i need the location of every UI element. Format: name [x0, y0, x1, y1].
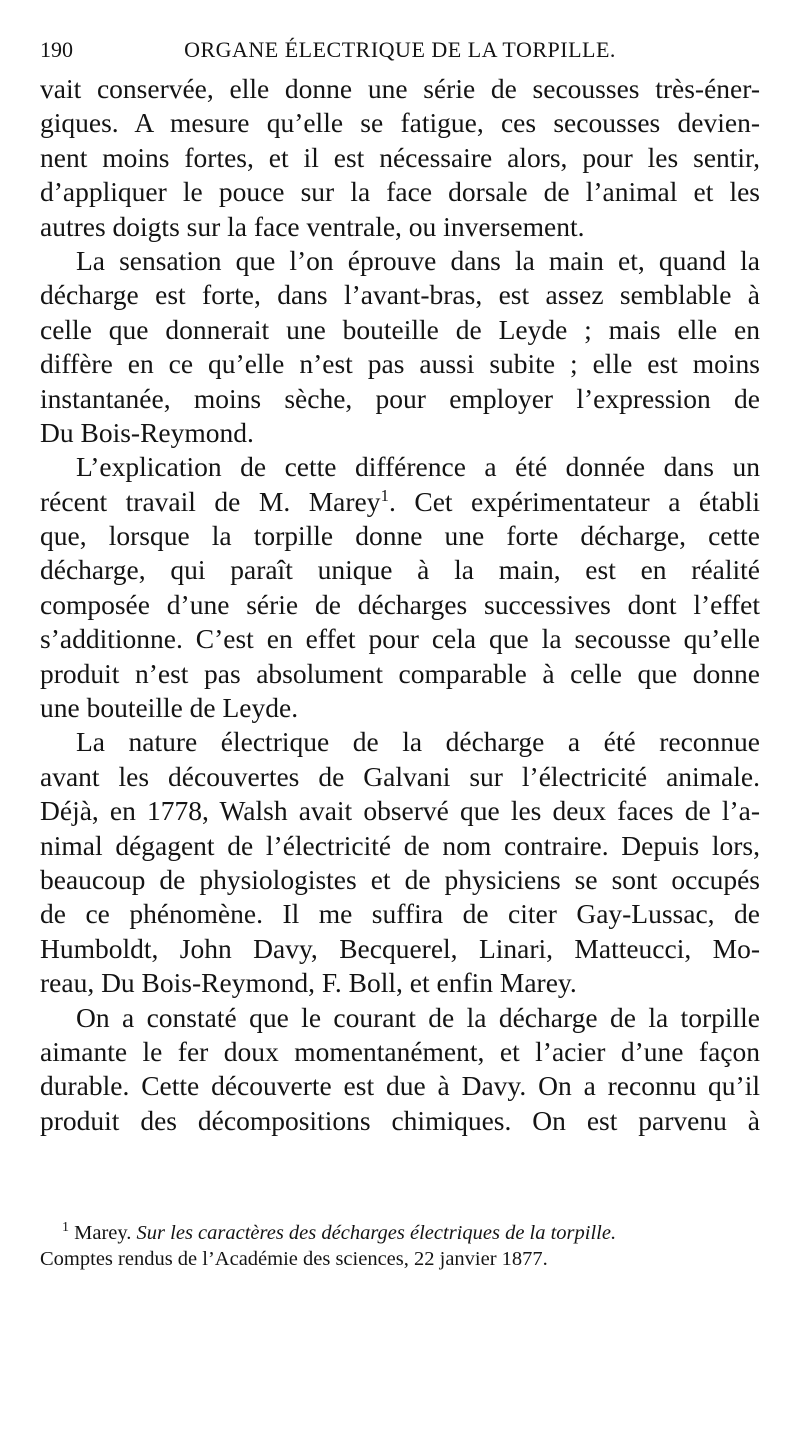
footnote — [40, 1220, 760, 1272]
text-line: Déjà, en 1778, Walsh avait observé que les deux faces de l’a- — [40, 795, 760, 827]
text-line: instantanée, moins sèche, pour employer l’expression de — [40, 382, 760, 414]
text-line: Humboldt, John Davy, Becquerel, Linari, Matteucci, Mo- — [40, 932, 760, 964]
text-line: composée d’une série de décharges successives dont l’effet — [40, 588, 760, 620]
text-line: On a constaté que le courant de la décharge de la torpille — [76, 1001, 760, 1033]
text-line: de ce phénomène. Il me suffira de citer Gay-Lussac, de — [40, 898, 760, 930]
footnote-reference: 1 — [380, 485, 389, 505]
footnote-title: Sur les caractères des décharges électriques de la torpille. — [136, 1222, 617, 1244]
text-line: aimante le fer doux momentanément, et l’acier d’une façon — [40, 1035, 760, 1067]
text-line: Du Bois-Reymond. — [40, 416, 254, 448]
text-line: décharge, qui paraît unique à la main, est en réalité — [40, 554, 760, 586]
text-line: celle que donnerait une bouteille de Leyde ; mais elle en — [40, 313, 760, 345]
text-line: produit n’est pas absolument comparable à celle que donne — [40, 657, 760, 689]
running-title: ORGANE ÉLECTRIQUE DE LA TORPILLE. — [184, 37, 616, 62]
text-segment: . Cet expérimentateur a établi — [388, 485, 760, 517]
footnote-author: Marey. — [74, 1222, 132, 1244]
text-line: vait conservée, elle donne une série de secousses très-éner- — [40, 73, 760, 104]
text-line: L’explication de cette différence a été donnée dans un — [76, 451, 760, 483]
text-line: que, lorsque la torpille donne une forte décharge, cette — [40, 520, 760, 552]
text-line: nimal dégagent de l’électricité de nom contraire. Depuis lors, — [40, 829, 760, 861]
text-line: une bouteille de Leyde. — [40, 692, 299, 724]
footnote-line — [40, 1220, 760, 1246]
text-line: avant les découvertes de Galvani sur l’électricité animale. — [40, 760, 760, 792]
text-line: d’appliquer le pouce sur la face dorsale de l’animal et les — [40, 176, 760, 208]
page-number: 190 — [40, 37, 73, 62]
text-line: reau, Du Bois-Reymond, F. Boll, et enfin Marey. — [40, 967, 577, 999]
text-line: La sensation que l’on éprouve dans la main et, quand la — [76, 244, 760, 276]
text-line: produit des décompositions chimiques. On est parvenu à — [40, 1104, 760, 1136]
text-line: beaucoup de physiologistes et de physiciens se sont occupés — [40, 863, 760, 895]
text-line: décharge est forte, dans l’avant-bras, est assez semblable à — [40, 279, 760, 311]
text-line: autres doigts sur la face ventrale, ou inversement. — [40, 210, 585, 242]
text-line: La nature électrique de la décharge a été reconnue — [76, 726, 760, 758]
text-line: s’additionne. C’est en effet pour cela que la secousse qu’elle — [40, 623, 760, 655]
page-header — [40, 35, 760, 65]
text-line: giques. A mesure qu’elle se fatigue, ces secousses devien- — [40, 107, 760, 139]
text-line: nent moins fortes, et il est nécessaire alors, pour les sentir, — [40, 141, 760, 173]
footnote-source: Comptes rendus de l’Académie des sciences, 22 janvier 1877. — [40, 1248, 548, 1270]
text-line-with-footnote — [40, 485, 760, 519]
footnote-marker: 1 — [62, 1220, 69, 1236]
body-text — [40, 72, 760, 1138]
text-line: durable. Cette découverte est due à Davy. On a reconnu qu’il — [40, 1070, 760, 1102]
text-segment: récent travail de M. Marey — [40, 485, 381, 517]
text-line: diffère en ce qu’elle n’est pas aussi subite ; elle est moins — [40, 348, 760, 380]
